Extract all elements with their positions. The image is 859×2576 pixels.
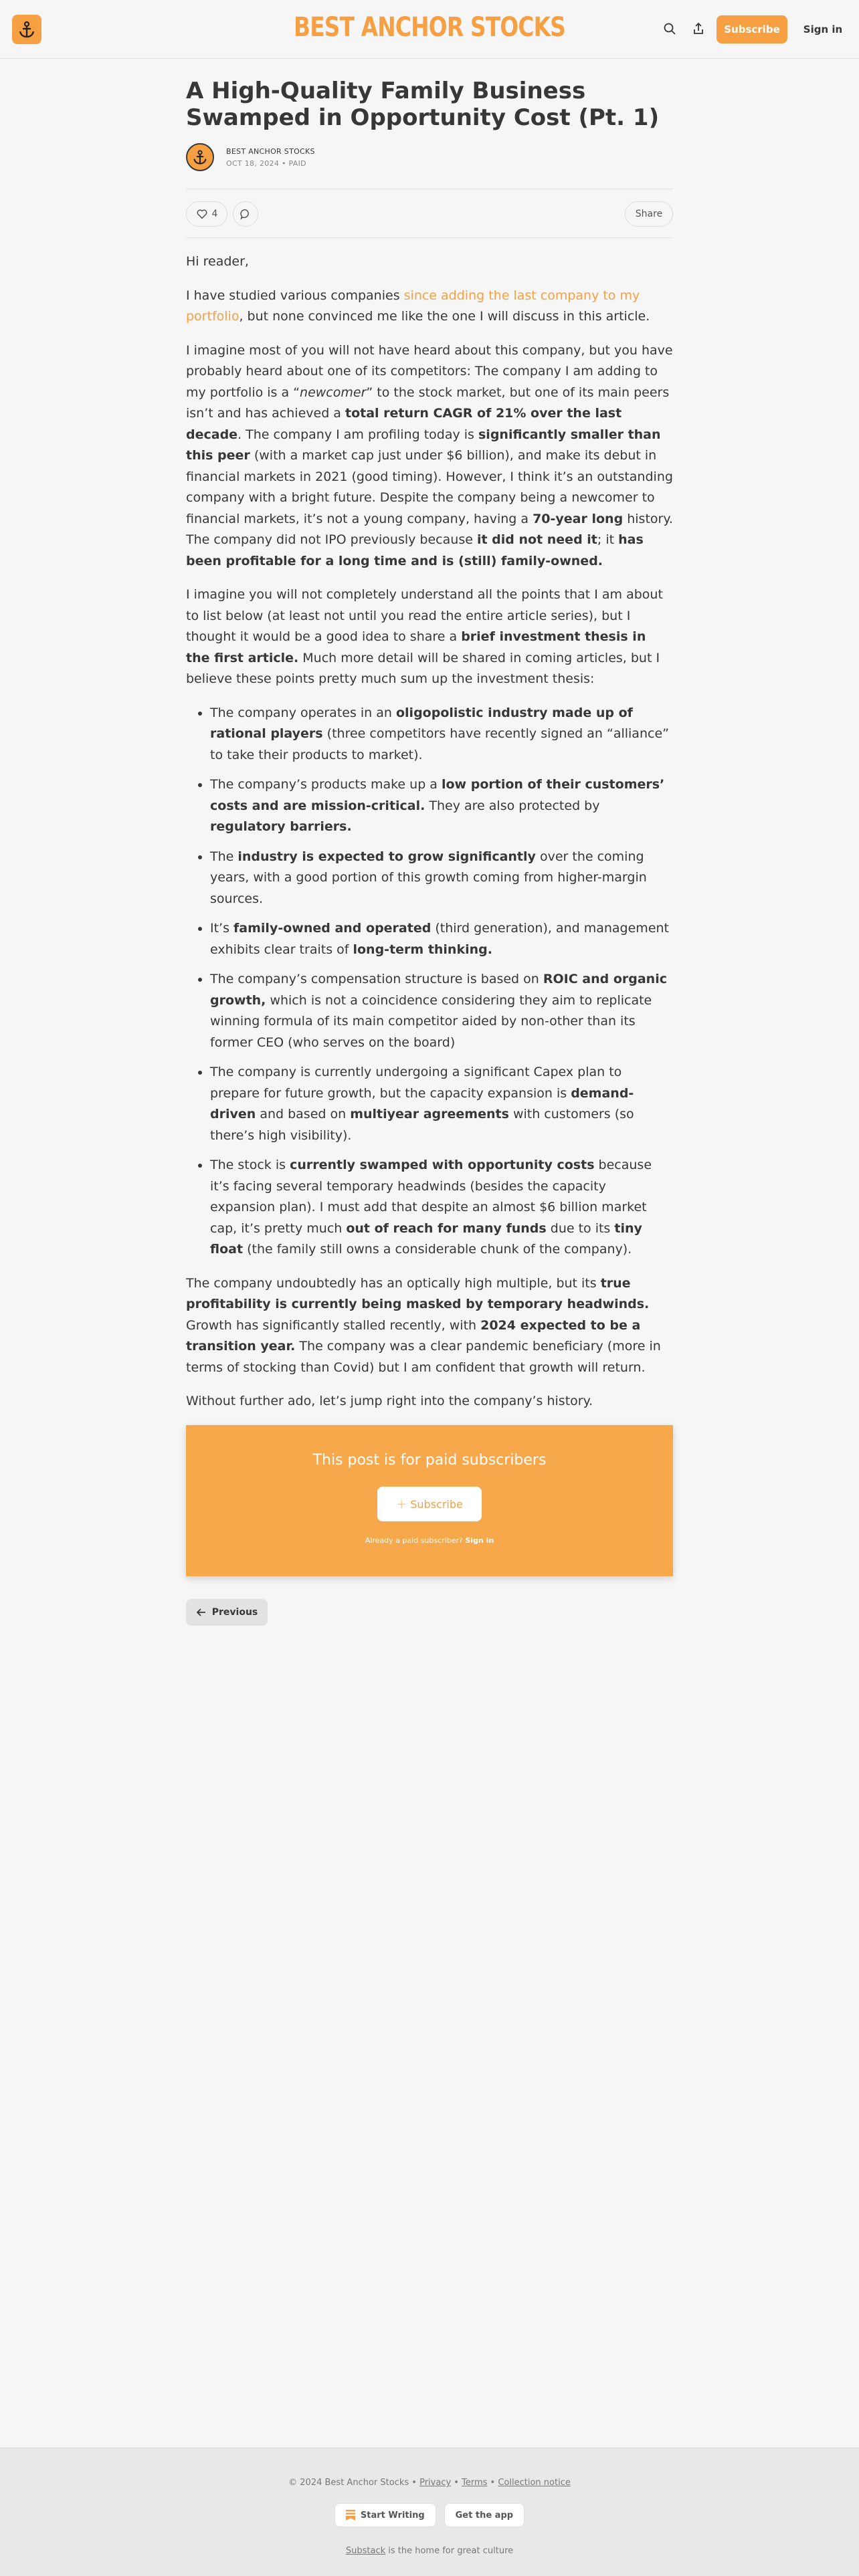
author-name[interactable]: BEST ANCHOR STOCKS xyxy=(226,147,315,156)
list-item: • The industry is expected to grow significantly over the coming years, with a good portion of this growth coming from higher-margin sources. xyxy=(210,847,673,910)
start-writing-button[interactable]: Start Writing xyxy=(335,2503,436,2527)
search-icon[interactable] xyxy=(661,20,678,37)
post-actions-bar xyxy=(186,189,673,238)
paragraph-1: I have studied various companies since adding the last company to my portfolio, but none convinced me like the one I will discuss in this article. xyxy=(186,288,650,324)
top-header xyxy=(0,0,859,59)
previous-company-link[interactable]: since adding the last company to my portfolio xyxy=(186,288,640,324)
privacy-link[interactable]: Privacy xyxy=(419,2478,452,2488)
arrow-left-icon xyxy=(196,1607,207,1618)
paywall-title: This post is for paid subscribers xyxy=(312,1451,547,1469)
article-body xyxy=(186,251,673,1412)
previous-post-button[interactable]: Previous xyxy=(186,1599,268,1626)
paywall-subscribe-button[interactable]: ＋ Subscribe xyxy=(377,1487,482,1521)
heart-icon xyxy=(196,208,208,220)
subscribe-button[interactable]: Subscribe xyxy=(717,15,787,43)
footer-buttons xyxy=(0,2503,859,2527)
get-the-app-button[interactable]: Get the app xyxy=(444,2503,524,2527)
terms-link[interactable]: Terms xyxy=(462,2478,488,2488)
paywall-sign-in-link[interactable]: Sign in xyxy=(465,1535,494,1545)
like-button[interactable] xyxy=(186,201,227,227)
date-separator: • xyxy=(281,159,286,168)
publication-title[interactable]: BEST ANCHOR STOCKS xyxy=(294,12,565,43)
list-item: • The stock is currently swamped with opportunity costs because it’s facing several temporary headwinds (besides the capacity expansion plan). I must add that despite an almost $6 billion market cap, it’s pretty much out of reach for many funds due to its tiny float (the family still owns a considerable chunk of the company). xyxy=(210,1155,673,1261)
comment-icon xyxy=(240,208,252,220)
copyright: © 2024 Best Anchor Stocks xyxy=(288,2478,409,2488)
footer-links: © 2024 Best Anchor Stocks • Privacy • Terms • Collection notice xyxy=(288,2478,571,2488)
list-item: • The company’s compensation structure is based on ROIC and organic growth, which is not a coincidence considering they aim to replicate winning formula of its main competitor aided by non-other than its former CEO (who serves on the board) xyxy=(210,969,673,1053)
collection-notice-link[interactable]: Collection notice xyxy=(498,2478,571,2488)
paragraph-2: I imagine most of you will not have heard about this company, but you have probably heard about one of its competitors: The company I am adding to my portfolio is a “newcomer” to the stock market, but one of its main peers isn’t and has achieved a total return CAGR of 21% over the last decade. The company I am profiling today is significantly smaller than this peer (with a market cap just under $6 billion), and make its debut in financial markets in 2021 (good timing). However, I think it’s an outstanding company with a bright future. Despite the company being a newcomer to financial markets, it’s not a young company, having a 70-year long history. The company did not IPO previously because it did not need it; it has been profitable for a long time and is (still) family-owned. xyxy=(186,342,673,568)
paragraph-5: Without further ado, let’s jump right into the company’s history. xyxy=(186,1394,593,1408)
paragraph-3: I imagine you will not completely understand all the points that I am about to list below (at least not until you read the entire article series), but I thought it would be a good idea to share a brief investment thesis in the first article. Much more detail will be shared in coming articles, but I believe these points pretty much sum up the investment thesis: xyxy=(186,587,663,686)
greeting: Hi reader, xyxy=(186,254,249,269)
post-date: OCT 18, 2024 xyxy=(226,159,280,168)
plus-icon: ＋ xyxy=(396,1498,407,1511)
byline xyxy=(186,139,673,177)
anchor-logo-icon xyxy=(17,19,37,39)
like-count: 4 xyxy=(211,209,218,219)
post-date-line xyxy=(226,159,306,168)
list-item: • The company operates in an oligopolistic industry made up of rational players (three competitors have recently signed an “alliance” to take their products to market). xyxy=(210,703,673,766)
list-item: • The company’s products make up a low portion of their customers’ costs and are mission-critical. They are also protected by regulatory barriers. xyxy=(210,774,673,838)
post-title: A High-Quality Family Business Swamped in Opportunity Cost (Pt. 1) xyxy=(186,78,660,131)
publication-logo[interactable] xyxy=(12,15,41,44)
footer xyxy=(0,2448,859,2576)
article xyxy=(186,78,673,1626)
paragraph-4: The company undoubtedly has an optically high multiple, but its true profitability is currently being masked by temporary headwinds. Growth has significantly stalled recently, with 2024 expected to be a transition year. The company was a clear pandemic beneficiary (more in terms of stocking than Covid) but I am confident that growth will return. xyxy=(186,1275,661,1375)
share-icon[interactable] xyxy=(690,20,707,37)
share-button[interactable]: Share xyxy=(625,201,673,227)
list-item: • The company is currently undergoing a significant Capex plan to prepare for future growth, but the capacity expansion is demand-driven and based on multiyear agreements with customers (so there’s high visibility). xyxy=(210,1062,673,1146)
author-avatar[interactable] xyxy=(186,143,214,171)
substack-logo-icon xyxy=(346,2510,355,2520)
post-access-badge: PAID xyxy=(288,159,306,168)
investment-thesis-list xyxy=(210,703,673,1261)
anchor-logo-icon xyxy=(191,148,209,166)
paywall-note: Already a paid subscriber? Sign in xyxy=(365,1535,494,1545)
sign-in-button[interactable]: Sign in xyxy=(796,15,850,43)
substack-link[interactable]: Substack xyxy=(345,2546,386,2556)
comment-button[interactable] xyxy=(233,201,258,227)
footer-tagline: Substack is the home for great culture xyxy=(345,2546,514,2556)
paywall-box xyxy=(186,1425,673,1576)
list-item: • It’s family-owned and operated (third generation), and management exhibits clear traits of long-term thinking. xyxy=(210,918,673,960)
